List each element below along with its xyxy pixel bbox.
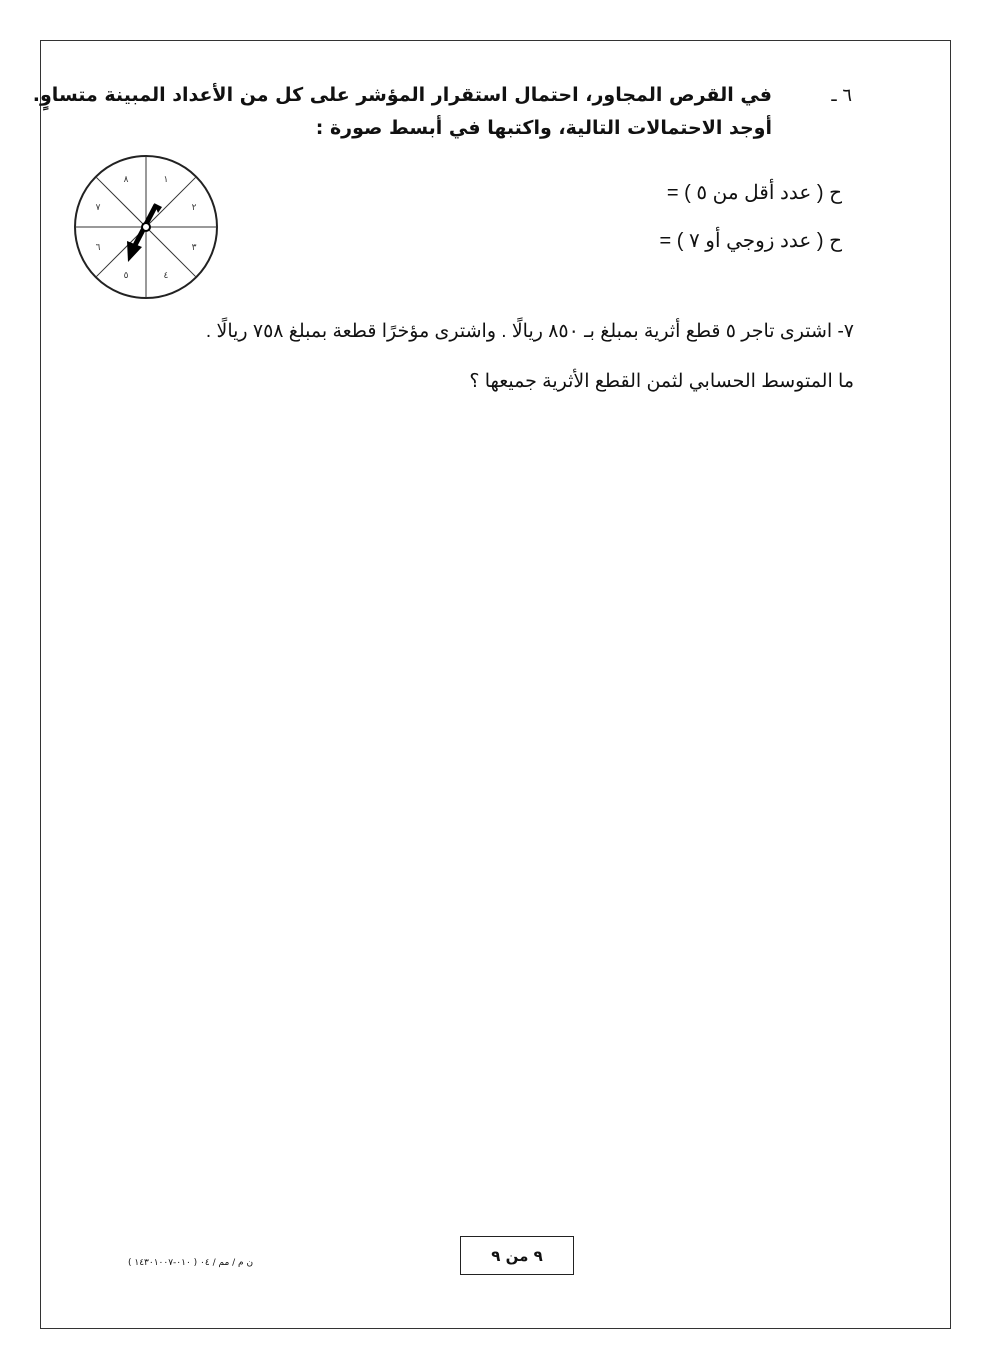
question-6-instruction: أوجد الاحتمالات التالية، واكتبها في أبسط صورة : (315, 117, 772, 139)
spinner-diagram (72, 153, 220, 301)
question-6-number: ٦ ـ (831, 85, 852, 106)
page-number-box (460, 1236, 574, 1275)
question-7-statement: ٧- اشترى تاجر ٥ قطع أثرية بمبلغ بـ ٨٥٠ ريالًا . واشترى مؤخرًا قطعة بمبلغ ٧٥٨ ريالًا . (205, 321, 854, 342)
spinner-center-pin (142, 223, 150, 231)
spinner-label: ٣ (191, 242, 197, 253)
spinner-label: ٧ (95, 203, 101, 214)
document-code: ن م / مم / ٠٤ ( ٠١٠-١٤٣٠١٠٠٧ ) (128, 1258, 254, 1268)
probability-less-than-5: ح ( عدد أقل من ٥ ) = (666, 182, 842, 204)
spinner-label: ٥ (123, 271, 129, 281)
spinner-pointer-arrow (127, 203, 162, 262)
question-7-question: ما المتوسط الحسابي لثمن القطع الأثرية جميعها ؟ (469, 371, 854, 392)
spinner-label: ٦ (95, 242, 101, 253)
spinner-label: ٨ (123, 175, 129, 185)
probability-even-or-7: ح ( عدد زوجي أو ٧ ) = (659, 230, 842, 252)
spinner-label: ٤ (163, 271, 169, 281)
spinner-label: ٢ (191, 203, 197, 214)
question-6-statement: في القرص المجاور، احتمال استقرار المؤشر على كل من الأعداد المبينة متساوٍ. (32, 84, 772, 106)
spinner-label: ١ (163, 175, 169, 185)
page-number: ٩ من ٩ (491, 1246, 543, 1265)
